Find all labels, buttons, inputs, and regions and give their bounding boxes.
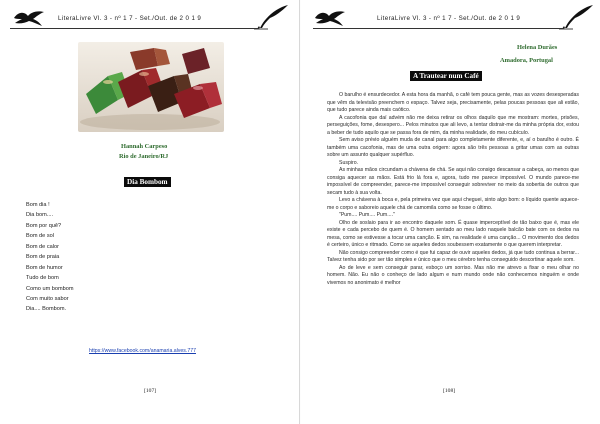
right-page-header: [301, 4, 600, 30]
story-paragraph: A cacofonia que daí advém não me deixa retirar os olhos daquilo que me mostram: mortes, prisões, perseguições, fome, desespero... Pelos minutos que ali levo, a tentar distrair-me da minha própria dor, estou a beber de tudo aquilo que se passa fora de mim, da minha realidade, do meu cubículo.: [327, 114, 579, 136]
author-location: Amadora, Portugal: [500, 57, 553, 64]
poem-line: Com muito sabor: [26, 295, 69, 302]
chocolates-photo: [78, 42, 224, 132]
quill-pen-icon: [254, 4, 290, 30]
story-paragraph: As minhas mãos circundam a chávena de chá. Se aqui não consigo descansar a cabeça, ao menos que consiga aquecer as mãos. Está frio lá fora e, agora, tudo me parece impossível. O mundo parece-me impossível de compreender, parece-me impossível conseguir sobreviver no meio da sobertia de outros que secam tudo à sua volta.: [327, 167, 579, 196]
poem-line: Como um bombom: [26, 285, 74, 292]
poem-line: Bom de humor: [26, 264, 63, 271]
story-body: [327, 92, 579, 287]
page-number: [108]: [443, 388, 456, 394]
story-paragraph: Olho de soslaio para ir ao encontro daquele som. É quase imperceptível de tão baixo que é, mas ele existe e cada percebo de quem é. O homem sentado ao meu lado naquele balcão bate com os dedos na mesa, como se estivesse a tocar uma canção. E sim, na realidade é uma canção... O movimento dos dedos é certeiro, único e ritmado. Como se aqueles dedos soubessem exatamente o que querem interpretar.: [327, 219, 579, 248]
facebook-link[interactable]: https://www.facebook.com/anamaria.alves.777: [89, 348, 196, 354]
bird-icon: [12, 8, 46, 28]
bird-icon: [313, 8, 347, 28]
poem-line: Dia.... Bombom.: [26, 306, 67, 313]
header-title: LiteraLivre Vl. 3 - nº 1 7 - Set./Out. de 2 0 1 9: [58, 15, 202, 22]
quill-pen-icon: [559, 4, 595, 30]
poem-line: Bom dia !: [26, 202, 50, 208]
story-paragraph: Sem aviso prévio alguém muda de canal para algo completamente diferente, e, aí o barulho é outro. É também uma cacofonia, mas de uma outra origem: agora são três pessoas a gritar umas com as outras sobre um assunto qualquer supérfluo.: [327, 137, 579, 158]
story-paragraph: Ao de leve e sem conseguir parar, esboço um sorriso. Mas não me atrevo a fixar o meu olhar no homem. Não. Eu não o conheço de lado algum e num mundo onde não conhecemos ninguém e onde vivemos no anonimato é melhor: [327, 264, 579, 286]
poem-line: Bom de calor: [26, 243, 59, 250]
poem-line: Bom de praia: [26, 254, 60, 261]
poem-line: Dia bom....: [26, 212, 54, 219]
author-location: Rio de Janeiro/RJ: [119, 153, 169, 160]
story-paragraph: Levo a chávena à boca e, pela primeira vez que aqui cheguei, sinto algo bom: o líquido quente aquece-me o corpo e saboreio aquele chá de camomila como se fosse o último.: [327, 197, 579, 211]
poem-line: Tudo de bom: [26, 275, 59, 282]
poem-title: Dia Bombom: [124, 177, 171, 187]
story-paragraph: "Pum.... Pum.... Pum....": [339, 212, 395, 218]
story-paragraph: Suspiro.: [339, 159, 359, 166]
story-paragraph: O barulho é ensurdecedor. A esta hora da manhã, o café tem pouca gente, mas as vozes desesperadas que vêm da televisão preenchem o espaço. Talvez seja, precisamente, pelas poucas pessoas que ali estão, que tudo parece ainda mais caótico.: [327, 92, 579, 113]
story-title: A Trautear num Café: [410, 71, 482, 81]
poem-verses: [26, 200, 74, 315]
left-page-header: [0, 4, 299, 30]
page-number: [107]: [144, 388, 157, 394]
story-paragraph: Não consigo compreender como é que fui capaz de ouvir aqueles dedos, já que tudo continua a berrar... Talvez tenha sido por ser tão simples e único que o meu cérebro tenha conseguido descortinar aquele som.: [327, 249, 579, 263]
right-page: [301, 0, 600, 424]
author-name: Helena Durães: [517, 44, 558, 51]
author-name: Hannah Carpeso: [121, 143, 168, 150]
poem-line: Bom por quê?: [26, 222, 62, 229]
header-rule: [10, 28, 258, 29]
poem-line: Bom de sol: [26, 233, 54, 240]
header-rule: [313, 28, 563, 29]
header-title: LiteraLivre Vl. 3 - nº 1 7 - Set./Out. de 2 0 1 9: [377, 15, 521, 22]
